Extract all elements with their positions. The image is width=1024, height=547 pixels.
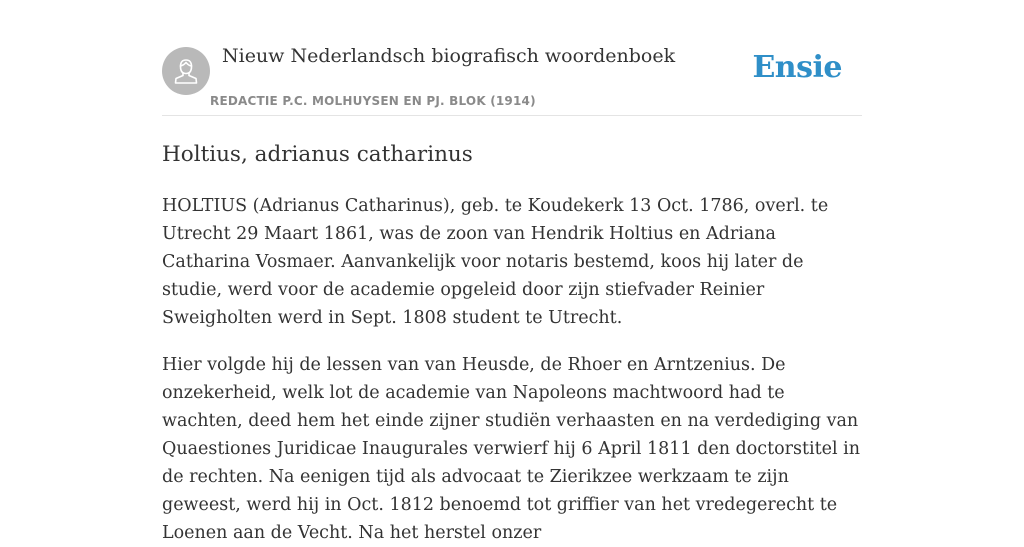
source-editors: REDACTIE P.C. MOLHUYSEN EN PJ. BLOK (1914): [210, 94, 536, 108]
ensie-logo[interactable]: Ensie: [752, 50, 842, 85]
article-paragraph: Hier volgde hij de lessen van van Heusde, de Rhoer en Arntzenius. De onzekerheid, welk lot de academie van Napoleons machtwoord had te wachten, deed hem het einde zijner studiën verhaasten en na verdediging van Quaestiones Juridicae Inaugurales verwierf hij 6 April 1811 den doctorstitel in de rechten. Na eenigen tijd als advocaat te Zierikzee werkzaam te zijn geweest, werd hij in Oct. 1812 benoemd tot griffier van het vredegerecht te Loenen aan de Vecht. Na het herstel onzer: [162, 355, 861, 543]
article-paragraph: HOLTIUS (Adrianus Catharinus), geb. te Koudekerk 13 Oct. 1786, overl. te Utrecht 29 Maart 1861, was de zoon van Hendrik Holtius en Adriana Catharina Vosmaer. Aanvankelijk voor notaris bestemd, koos hij later de studie, werd voor de academie opgeleid door zijn stiefvader Reinier Sweigholten werd in Sept. 1808 student te Utrecht.: [162, 196, 829, 328]
article: [162, 140, 866, 547]
source-header: [162, 0, 862, 116]
article-title: Holtius, adrianus catharinus: [162, 142, 473, 167]
user-icon[interactable]: [162, 47, 210, 95]
source-title[interactable]: Nieuw Nederlandsch biografisch woordenboek: [222, 45, 676, 67]
